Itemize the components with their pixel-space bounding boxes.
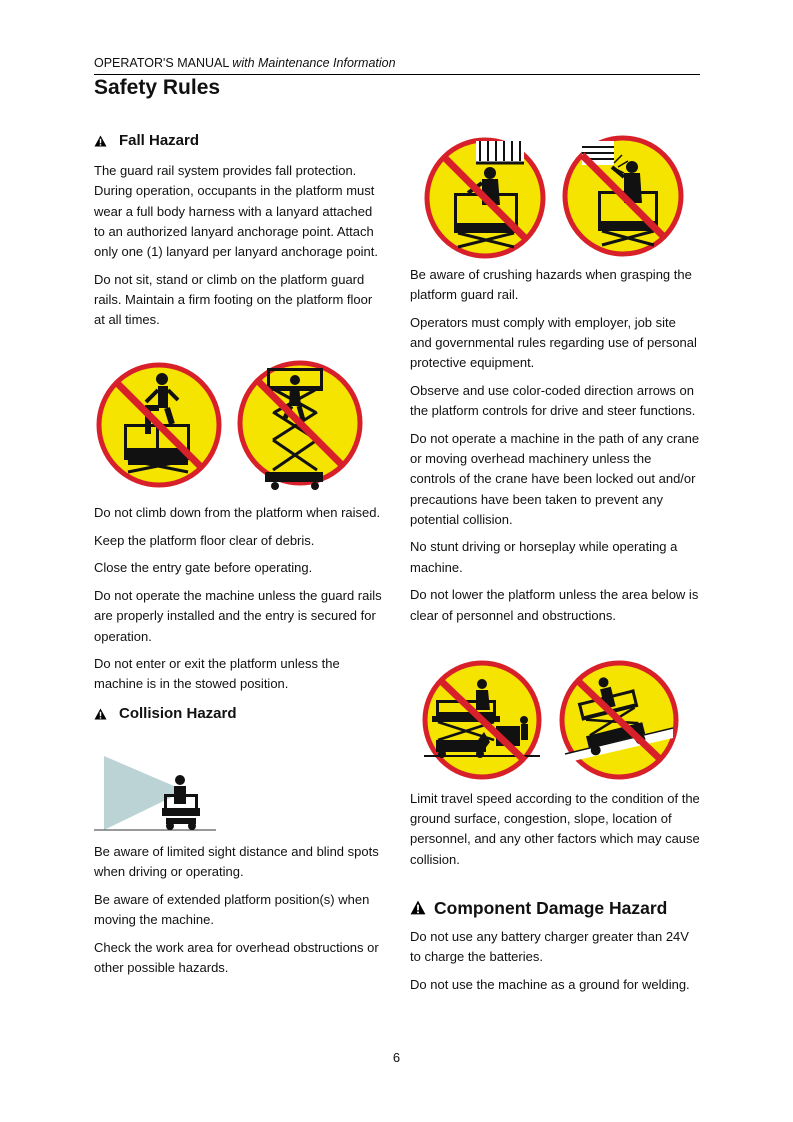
header-rule <box>94 74 700 75</box>
page-number: 6 <box>392 1050 401 1065</box>
right-paragraph-5: No stunt driving or horseplay while operating a machine. <box>410 539 678 575</box>
warning-triangle-icon <box>94 135 107 147</box>
fall-paragraph-1: The guard rail system provides fall protection. During operation, occupants in the platform must wear a full body harness with a lanyard attached to an authorized lanyard anchorage point. Attach only one (1) lanyard per lanyard anchorage point. <box>94 163 379 260</box>
fall-paragraph-7: Do not enter or exit the platform unless the machine is in the stowed position. <box>94 656 340 692</box>
component-paragraph-2: Do not use the machine as a ground for welding. <box>410 976 690 992</box>
right-paragraph-2: Operators must comply with employer, job site and governmental rules regarding use of personal protective equipment. <box>410 314 697 371</box>
sight-cone-pictogram <box>94 756 216 832</box>
crushing-hazard-pictogram-1 <box>424 135 546 261</box>
component-paragraph-1: Do not use any battery charger greater than 24V to charge the batteries. <box>410 929 689 965</box>
right-paragraph-7: Limit travel speed according to the condition of the ground surface, congestion, slope, location of personnel, and any other factors which may cause collision. <box>410 791 700 867</box>
no-climbing-down-pictogram <box>237 360 363 492</box>
right-paragraph-6: Do not lower the platform unless the area below is clear of personnel and obstructions. <box>410 587 699 623</box>
lowering-hazard-pictogram <box>418 660 546 780</box>
fall-paragraph-4: Keep the platform floor clear of debris. <box>94 532 315 548</box>
collision-paragraph-3: Check the work area for overhead obstructions or other possible hazards. <box>94 939 379 976</box>
fall-paragraph-3: Do not climb down from the platform when raised. <box>94 505 381 520</box>
travel-speed-section <box>410 789 700 1003</box>
manual-subtitle: with Maintenance Information <box>232 56 396 70</box>
warning-triangle-icon <box>94 708 107 720</box>
fall-hazard-heading <box>94 131 384 151</box>
collision-hazard-heading-text: Collision Hazard <box>119 704 237 722</box>
collision-hazard-heading <box>94 704 384 724</box>
running-header <box>94 56 700 70</box>
right-paragraph-3: Observe and use color-coded direction arrows on the platform controls for drive and steer functions. <box>410 383 696 419</box>
fall-hazard-section-continued <box>94 503 384 724</box>
manual-title: OPERATOR'S MANUAL <box>94 56 233 70</box>
component-damage-heading <box>410 898 700 918</box>
fall-paragraph-2: Do not sit, stand or climb on the platform guard rails. Maintain a firm footing on the platform floor at all times. <box>94 271 373 328</box>
general-safety-section <box>410 265 700 633</box>
fall-hazard-section <box>94 131 384 338</box>
collision-paragraph-1: Be aware of limited sight distance and blind spots when driving or operating. <box>94 844 379 880</box>
no-standing-on-rails-pictogram <box>96 362 222 488</box>
fall-paragraph-5: Close the entry gate before operating. <box>94 560 313 576</box>
page-title: Safety Rules <box>94 76 221 99</box>
slope-hazard-pictogram <box>555 658 683 780</box>
component-damage-heading-text: Component Damage Hazard <box>434 897 668 918</box>
collision-paragraph-2: Be aware of extended platform position(s) when moving the machine. <box>94 891 370 928</box>
fall-paragraph-6: Do not operate the machine unless the guard rails are properly installed and the entry is secured for operation. <box>94 588 382 644</box>
right-paragraph-1: Be aware of crushing hazards when grasping the platform guard rail. <box>410 267 692 303</box>
crushing-hazard-pictogram-2 <box>562 133 684 261</box>
warning-triangle-icon <box>410 900 426 915</box>
fall-hazard-heading-text: Fall Hazard <box>119 132 200 149</box>
right-paragraph-4: Do not operate a machine in the path of any crane or moving overhead machinery unless the controls of the crane have been locked out and/or precautions have been taken to prevent any potential collision. <box>410 430 700 527</box>
collision-hazard-section <box>94 842 384 986</box>
